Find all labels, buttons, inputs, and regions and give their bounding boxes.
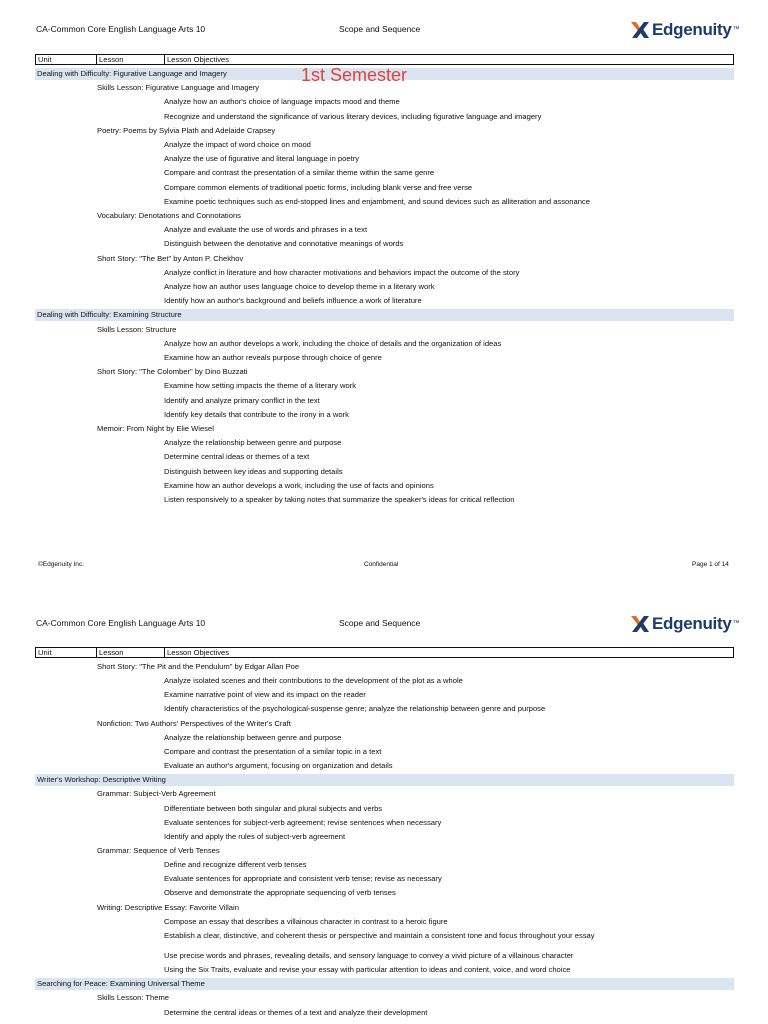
footer-copyright: ©Edgenuity Inc. [38, 561, 84, 568]
objective-row: Analyze isolated scenes and their contributions to the development of the plot as a whole [164, 676, 463, 686]
objective-row: Analyze the use of figurative and literal language in poetry [164, 154, 360, 164]
column-header-row [35, 647, 734, 658]
objective-row: Recognize and understand the significance of various literary devices, including figurative language and imagery [164, 111, 542, 121]
objective-row: Identify key details that contribute to the irony in a work [164, 409, 349, 419]
lesson-row: Vocabulary: Denotations and Connotations [97, 211, 241, 220]
objective-row: Compare and contrast the presentation of a similar topic in a text [164, 746, 382, 756]
objective-row: Observe and demonstrate the appropriate sequencing of verb tenses [164, 888, 396, 898]
column-unit: Unit [36, 648, 97, 657]
logo-text: Edgenuity [652, 20, 732, 39]
edgenuity-x-icon [630, 615, 650, 633]
column-header-row [35, 54, 734, 65]
edgenuity-logo [630, 21, 739, 39]
objective-row: Listen responsively to a speaker by taking notes that summarize the speaker's ideas for critical reflection [164, 495, 515, 504]
objective-row: Identify how an author's background and beliefs influence a work of literature [164, 296, 422, 306]
unit-row: Writer's Workshop: Descriptive Writing [35, 774, 734, 786]
objective-row: Examine how an author reveals purpose through choice of genre [164, 353, 382, 362]
column-objectives: Lesson Objectives [167, 55, 230, 64]
objective-row: Distinguish between the denotative and connotative meanings of words [164, 239, 404, 249]
lesson-row: Skills Lesson: Structure [97, 324, 177, 334]
objective-row: Evaluate an author's argument, focusing on organization and details [164, 761, 393, 771]
document-type: Scope and Sequence [339, 618, 421, 628]
footer-confidential: Confidential [364, 561, 399, 568]
unit-row: Dealing with Difficulty: Examining Structure [35, 309, 734, 321]
objective-row: Analyze conflict in literature and how character motivations and behaviors impact the outcome of the story [164, 267, 520, 277]
logo-trademark: ™ [732, 620, 740, 627]
objective-row: Determine central ideas or themes of a text [164, 452, 310, 462]
objective-row: Examine how setting impacts the theme of a literary work [164, 381, 357, 391]
objective-row: Analyze the relationship between genre and purpose [164, 438, 342, 448]
objective-row: Distinguish between key ideas and supporting details [164, 466, 343, 476]
lesson-row: Skills Lesson: Theme [97, 993, 170, 1003]
objective-row: Differentiate between both singular and plural subjects and verbs [164, 803, 383, 813]
document-title: CA-Common Core English Language Arts 10 [36, 618, 206, 628]
semester-label: 1st Semester [301, 65, 408, 85]
document-type: Scope and Sequence [339, 24, 421, 34]
column-unit: Unit [36, 55, 97, 64]
objective-row: Identify and analyze primary conflict in the text [164, 395, 320, 405]
edgenuity-logo [630, 615, 739, 633]
lesson-row: Memoir: From Night by Elie Wiesel [97, 424, 214, 433]
logo-trademark: ™ [732, 26, 740, 33]
objective-row: Establish a clear, distinctive, and coherent thesis or perspective and maintain a consistent tone and focus throughout your essay [164, 930, 595, 940]
objective-row: Compose an essay that describes a villainous character in contrast to a heroic figure [164, 916, 448, 926]
lesson-row: Grammar: Subject-Verb Agreement [97, 789, 216, 799]
objective-row: Examine poetic techniques such as end-stopped lines and enjambment, and sound devices such as alliteration and assonance [164, 196, 590, 206]
lesson-row: Nonfiction: Two Authors' Perspectives of the Writer's Craft [97, 718, 291, 728]
objective-row: Compare common elements of traditional poetic forms, including blank verse and free verse [164, 182, 473, 192]
lesson-row: Poetry: Poems by Sylvia Plath and Adelaide Crapsey [97, 125, 276, 135]
logo-text: Edgenuity [652, 614, 732, 633]
objective-row: Analyze how an author develops a work, including the choice of details and the organization of ideas [164, 338, 502, 348]
objective-row: Analyze the relationship between genre and purpose [164, 732, 342, 742]
document-page-2 [0, 590, 768, 1024]
objective-row: Analyze how an author's choice of language impacts mood and theme [164, 97, 400, 107]
document-title: CA-Common Core English Language Arts 10 [36, 24, 206, 34]
objective-row: Identify and apply the rules of subject-verb agreement [164, 831, 346, 841]
objective-row: Examine narrative point of view and its impact on the reader [164, 690, 366, 700]
objective-row: Analyze the impact of word choice on mood [164, 140, 311, 149]
edgenuity-x-icon [630, 21, 650, 39]
objective-row: Analyze how an author uses language choice to develop theme in a literary work [164, 282, 435, 291]
column-lesson: Lesson [97, 55, 165, 64]
lesson-row: Short Story: "The Pit and the Pendulum" by Edgar Allan Poe [97, 662, 300, 671]
column-lesson: Lesson [97, 648, 165, 657]
objective-row: Examine how an author develops a work, including the use of facts and opinions [164, 480, 434, 490]
objective-row: Evaluate sentences for subject-verb agreement; revise sentences when necessary [164, 817, 442, 827]
lesson-row: Short Story: "The Colomber" by Dino Buzzati [97, 367, 248, 377]
objective-row: Determine the central ideas or themes of a text and analyze their development [164, 1007, 428, 1017]
objective-row: Define and recognize different verb tenses [164, 860, 307, 870]
objective-row: Identify characteristics of the psychological-suspense genre; analyze the relationship between genre and purpose [164, 704, 546, 714]
lesson-row: Short Story: "The Bet" by Anton P. Chekhov [97, 253, 244, 263]
objective-row: Analyze and evaluate the use of words and phrases in a text [164, 225, 368, 235]
footer-page-number: Page 1 of 14 [692, 561, 729, 568]
objective-row: Use precise words and phrases, revealing details, and sensory language to convey a vivid picture of a villainous character [164, 951, 574, 960]
unit-row: Searching for Peace: Examining Universal Theme [35, 978, 734, 990]
lesson-row: Skills Lesson: Figurative Language and Imagery [97, 83, 260, 93]
objective-row: Evaluate sentences for appropriate and consistent verb tense; revise as necessary [164, 874, 442, 884]
objective-row: Compare and contrast the presentation of a similar theme within the same genre [164, 168, 435, 178]
unit-row: Dealing with Difficulty: Figurative Language and Imagery [35, 68, 734, 80]
column-objectives: Lesson Objectives [167, 648, 230, 657]
objective-row: Using the Six Traits, evaluate and revise your essay with particular attention to ideas and content, voice, and word choice [164, 965, 571, 975]
lesson-row: Writing: Descriptive Essay: Favorite Villain [97, 902, 239, 912]
lesson-row: Grammar: Sequence of Verb Tenses [97, 845, 220, 855]
